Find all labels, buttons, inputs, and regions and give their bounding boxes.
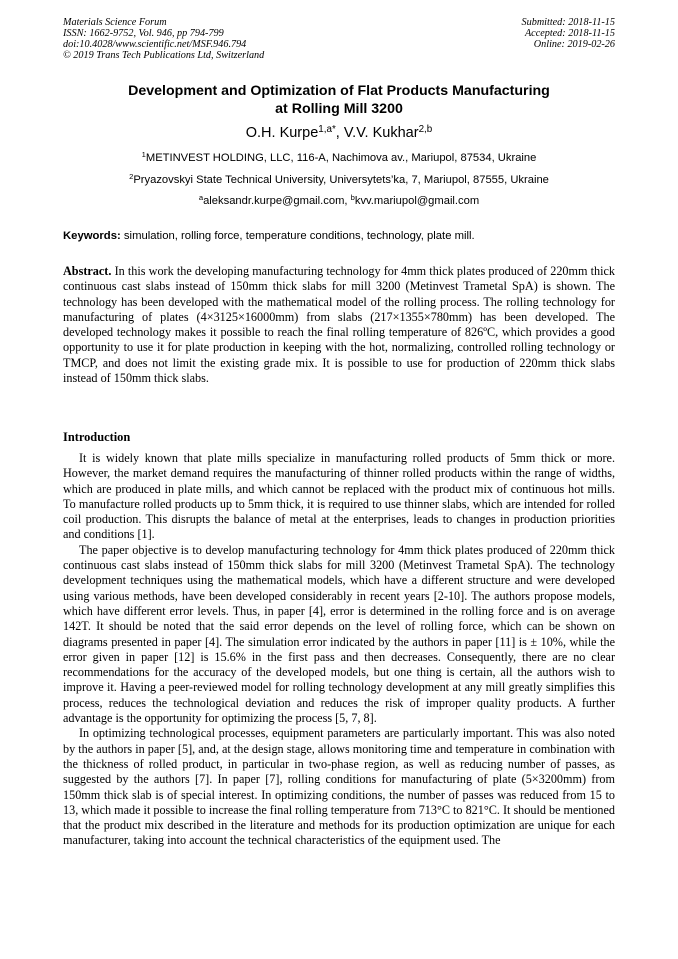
accepted-date: Accepted: 2018-11-15 bbox=[524, 28, 615, 39]
doi-line: doi:10.4028/www.scientific.net/MSF.946.794 bbox=[63, 39, 247, 50]
affiliation-2-superscript: 2 bbox=[129, 172, 134, 182]
introduction-paragraph-2: The paper objective is to develop manufacturing technology for 4mm thick plates produced of 220mm thick continuous cast slabs instead of 150mm thick slabs for mill 3200 (Metinvest Trametal SpA). The technology development techniques using the mathematical models, which have a different structure and were developed using various methods, have been developed considerably in recent years [2-10]. The authors propose models, which have different error levels. Thus, in paper [4], error is determined in the rolling force and is on average 142T. It should be noted that the said error depends on the level of rolling force, which can be shown on diagrams presented in paper [4]. The simulation error indicated by the authors in paper [11] is ± 10%, while the error given in paper [12] is 15.6% in the first pass and then decreases. Consequently, there are no clear recommendations for the accuracy of the developed models, but one thing is certain, all the authors wish to improve it. Having a peer-reviewed model for rolling technology development at any mill greatly simplifies this process, reduces the technological deviation and reduces the risk of improper quality products. A further advantage is the opportunity for optimizing the process [5, 7, 8]. bbox=[63, 542, 615, 726]
affiliation-2-text: Pryazovskyi State Technical University, Universytets’ka, 7, Mariupol, 87555, Ukraine bbox=[133, 174, 549, 186]
email-a-superscript: a bbox=[198, 193, 204, 203]
introduction-heading: Introduction bbox=[63, 430, 131, 444]
email-b: kvv.mariupol@gmail.com bbox=[354, 195, 480, 207]
affiliation-2 bbox=[63, 173, 615, 187]
abstract-paragraph bbox=[63, 264, 615, 386]
abstract bbox=[63, 264, 615, 386]
journal-name: Materials Science Forum bbox=[63, 17, 167, 28]
journal-info bbox=[63, 17, 264, 61]
email-a: aleksandr.kurpe@gmail.com, bbox=[203, 195, 351, 207]
introduction-paragraph-3: In optimizing technological processes, equipment parameters are particularly important. This was also noted by the authors in paper [5], and, at the design stage, allows monitoring time and temperature in combination with the thickness of rolled product, in particular in two-phase region, as well as reducing number of passes, as suggested by the authors [7]. In paper [7], rolling conditions for manufacturing of plate (5×3200mm) from 150mm thick slab is of special interest. In optimizing conditions, the number of passes was reduced from 15 to 13, which made it possible to increase the final rolling temperature from 713°C to 821°C. It should be mentioned that the product mix described in the literature and methods for its production optimization are unique for each manufacturer, taking into account the technical characteristics of the equipment used. The bbox=[63, 726, 615, 848]
author-2-name: V.V. Kukhar bbox=[343, 125, 419, 141]
keywords-text: simulation, rolling force, temperature conditions, technology, plate mill. bbox=[120, 230, 475, 242]
affiliation-1-text: METINVEST HOLDING, LLC, 116-A, Nachimova av., Mariupol, 87534, Ukraine bbox=[145, 152, 537, 164]
dates-info bbox=[522, 17, 615, 50]
author-1-superscript: 1,a* bbox=[318, 124, 336, 136]
issn-line: ISSN: 1662-9752, Vol. 946, pp 794-799 bbox=[63, 28, 224, 39]
abstract-text: In this work the developing manufacturing technology for 4mm thick plates produced of 220mm thick continuous cast slabs instead of 150mm thick slabs for mill 3200 (Metinvest Trametal SpA) is shown. The technology has been developed with the mathematical model of the rolling process. The rolling technology for manufacturing of plates (4×3125×16000mm) from slabs (217×1355×780mm) has been developed. The developed technology makes it possible to reach the final rolling temperature of 826ºC, which provides a good opportunity to use it for plate production in keeping with the hot, normalizing, controlled rolling technology or TMCP, and does not limit the existing grade mix. It is possible to use for production of 220mm thick slabs instead of 150mm thick slabs. bbox=[63, 264, 615, 386]
authors-line bbox=[63, 124, 615, 142]
email-b-superscript: b bbox=[350, 193, 355, 203]
submitted-date: Submitted: 2018-11-15 bbox=[521, 17, 615, 28]
author-1-name: O.H. Kurpe bbox=[245, 125, 319, 141]
keywords-label: Keywords: bbox=[63, 230, 121, 242]
online-date: Online: 2019-02-26 bbox=[533, 39, 615, 50]
affiliation-1 bbox=[63, 151, 615, 165]
title-line-1: Development and Optimization of Flat Products Manufacturing bbox=[128, 83, 550, 99]
paper-title bbox=[63, 82, 615, 118]
email-line bbox=[63, 194, 615, 208]
copyright-line: © 2019 Trans Tech Publications Ltd, Switzerland bbox=[63, 50, 265, 61]
abstract-label: Abstract. bbox=[63, 264, 112, 278]
introduction-body bbox=[63, 451, 615, 849]
title-line-2: at Rolling Mill 3200 bbox=[275, 101, 403, 117]
introduction-paragraph-1: It is widely known that plate mills specialize in manufacturing rolled products of 5mm thick or more. However, the market demand requires the manufacturing of thinner rolled products within the range of widths, which are produced in plate mills, and which cannot be replaced with the product mix of continuous hot mills. To manufacture rolled products up to 5mm thick, it is required to use thinner slabs, which are intended for rolled coil production. This disrupts the balance of metal at the enterprises, leads to changes in production priorities and conditions [1]. bbox=[63, 451, 615, 542]
keywords bbox=[63, 229, 615, 243]
author-separator: , bbox=[335, 125, 344, 141]
author-2-superscript: 2,b bbox=[418, 124, 433, 136]
affiliation-1-superscript: 1 bbox=[141, 150, 146, 160]
